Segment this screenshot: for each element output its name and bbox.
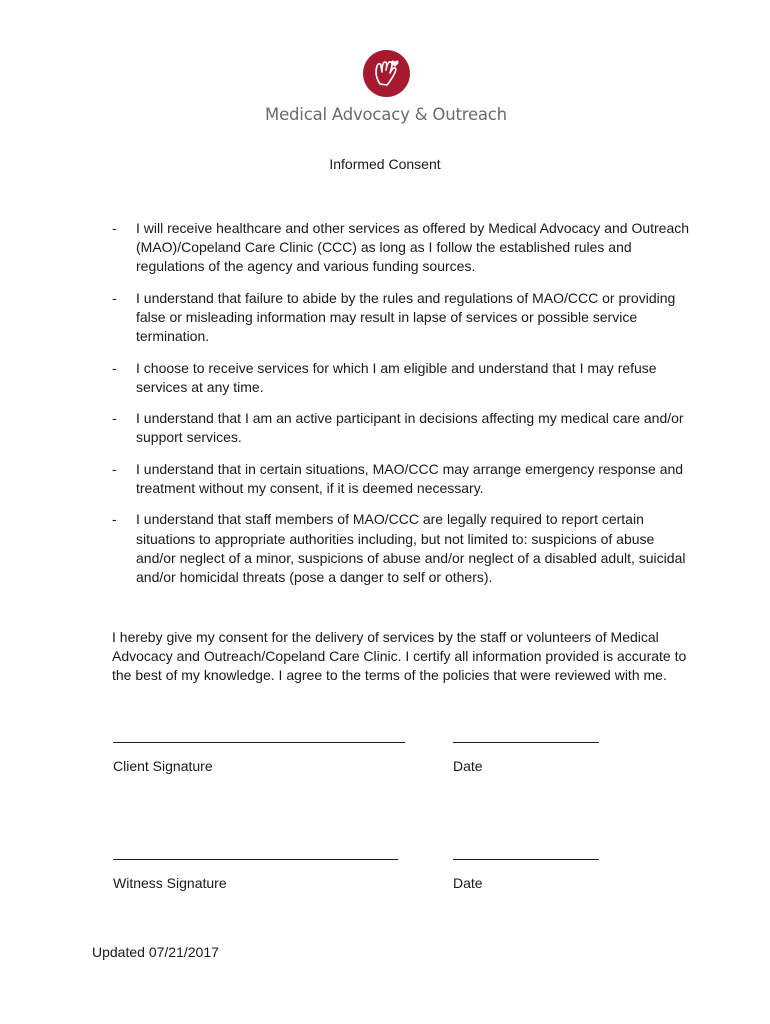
witness-signature-label: Witness Signature [113,875,227,891]
list-item [112,510,692,587]
client-signature-label: Client Signature [113,758,213,774]
list-item-text: I understand that I am an active participant in decisions affecting my medical care and/or support services. [136,410,684,446]
bullet-dash: - [112,289,117,306]
bullet-dash: - [112,410,117,427]
client-date-line[interactable] [453,742,599,743]
witness-date-label: Date [453,875,483,891]
list-item-text: I choose to receive services for which I am eligible and understand that I may refuse services at any time. [136,359,657,395]
list-item-text: I will receive healthcare and other services as offered by Medical Advocacy and Outreach (MAO)/Copeland Care Clinic (CCC) as long as I follow the established rules and regulations of the agency and various funding sources. [136,220,690,275]
updated-date: Updated 07/21/2017 [92,944,219,960]
bullet-dash: - [112,220,117,236]
hands-heart-icon [363,50,410,97]
terms-list [112,219,692,599]
list-item-text: I understand that staff members of MAO/CCC are legally required to report certain situations to appropriate authorities including, but not limited to: suspicions of abuse and/or neglect of a minor, suspicions of abuse and/or neglect of a disabled adult, suicidal and/or homicidal threats (pose a danger to self or others). [136,511,686,585]
client-signature-line[interactable] [113,742,405,743]
bullet-dash: - [112,460,117,477]
document-title: Informed Consent [329,156,441,172]
witness-date-line[interactable] [453,859,599,860]
list-item [112,289,692,347]
client-date-label: Date [453,758,483,774]
witness-signature-line[interactable] [113,859,398,860]
consent-statement: I hereby give my consent for the delivery of services by the staff or volunteers of Medical Advocacy and Outreach/Copeland Care Clinic. I certify all information provided is accurate to the best of my knowledge. I agree to the terms of the policies that were reviewed with me. [112,629,687,684]
list-item [112,409,692,447]
list-item [112,219,692,277]
list-item [112,359,692,397]
list-item [112,460,692,498]
list-item-text: I understand that in certain situations, MAO/CCC may arrange emergency response and treatment without my consent, if it is deemed necessary. [136,460,684,496]
bullet-dash: - [112,511,117,528]
bullet-dash: - [112,359,117,376]
list-item-text: I understand that failure to abide by the rules and regulations of MAO/CCC or providing false or misleading information may result in lapse of services or possible service termination. [136,289,676,345]
brand-name: Medical Advocacy & Outreach [265,105,507,124]
